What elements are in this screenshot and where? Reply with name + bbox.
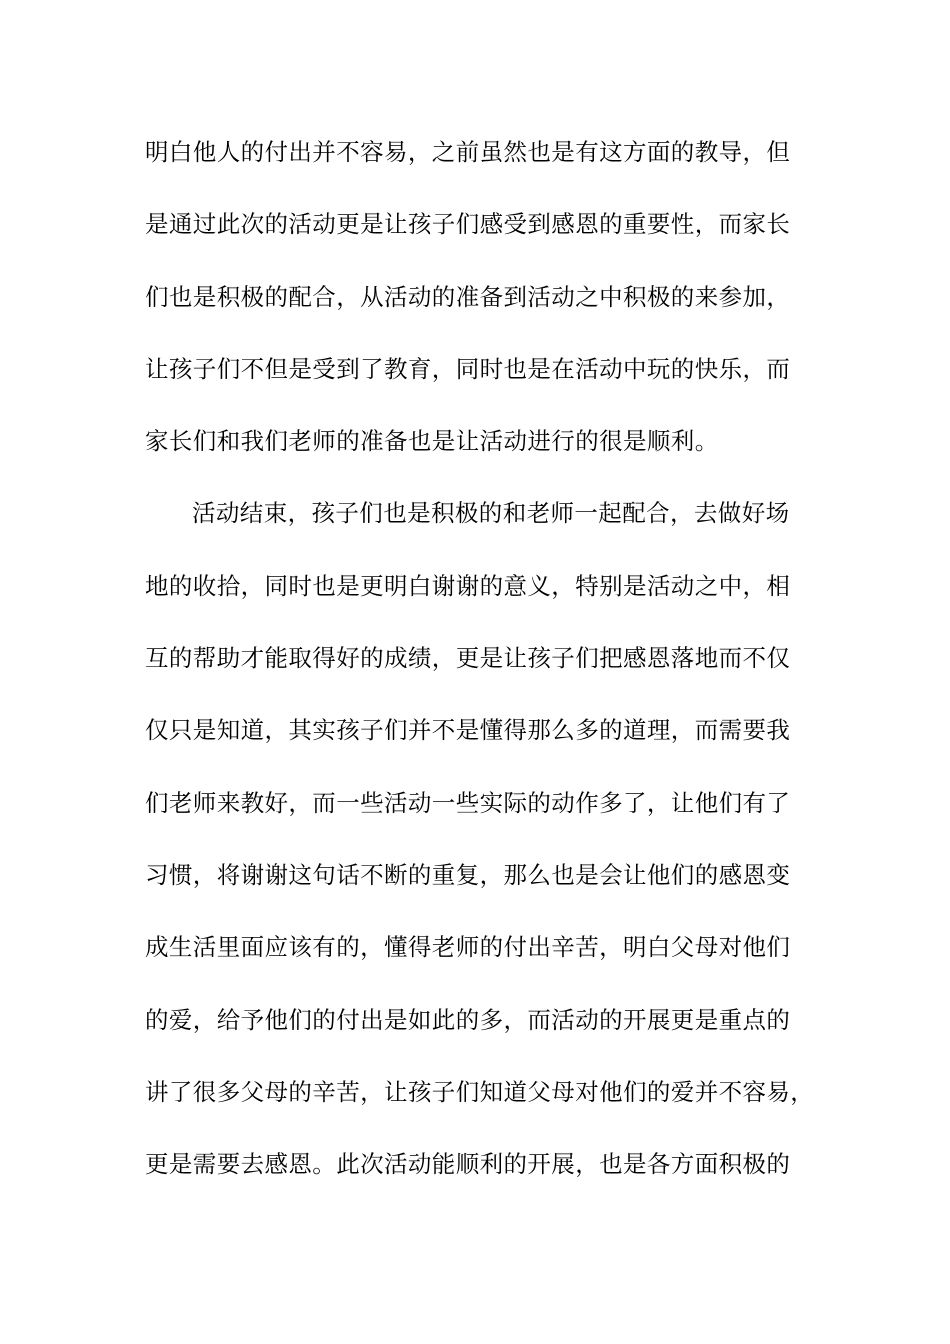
text-line: 的爱，给予他们的付出是如此的多，而活动的开展更是重点的 (145, 1005, 791, 1034)
text-line: 是通过此次的活动更是让孩子们感受到感恩的重要性，而家长 (145, 210, 791, 239)
text-line: 地的收拾，同时也是更明白谢谢的意义，特别是活动之中，相 (145, 571, 791, 600)
text-line: 家长们和我们老师的准备也是让活动进行的很是顺利。 (145, 427, 719, 456)
text-line: 更是需要去感恩。此次活动能顺利的开展，也是各方面积极的 (145, 1150, 791, 1179)
text-line: 们也是积极的配合，从活动的准备到活动之中积极的来参加， (145, 282, 791, 311)
text-line: 明白他人的付出并不容易，之前虽然也是有这方面的教导，但 (145, 138, 791, 166)
text-line: 互的帮助才能取得好的成绩，更是让孩子们把感恩落地而不仅 (145, 644, 791, 673)
body-text (145, 130, 825, 1214)
text-line: 让孩子们不但是受到了教育，同时也是在活动中玩的快乐，而 (145, 354, 791, 383)
text-line: 仅只是知道，其实孩子们并不是懂得那么多的道理，而需要我 (145, 716, 791, 745)
text-line: 讲了很多父母的辛苦，让孩子们知道父母对他们的爱并不容易， (145, 1077, 815, 1106)
text-line: 成生活里面应该有的，懂得老师的付出辛苦，明白父母对他们 (145, 933, 791, 962)
text-line: 习惯，将谢谢这句话不断的重复，那么也是会让他们的感恩变 (145, 860, 791, 889)
paragraph-start-line: 活动结束，孩子们也是积极的和老师一起配合，去做好场 (192, 499, 790, 528)
text-line: 们老师来教好，而一些活动一些实际的动作多了，让他们有了 (145, 788, 791, 817)
